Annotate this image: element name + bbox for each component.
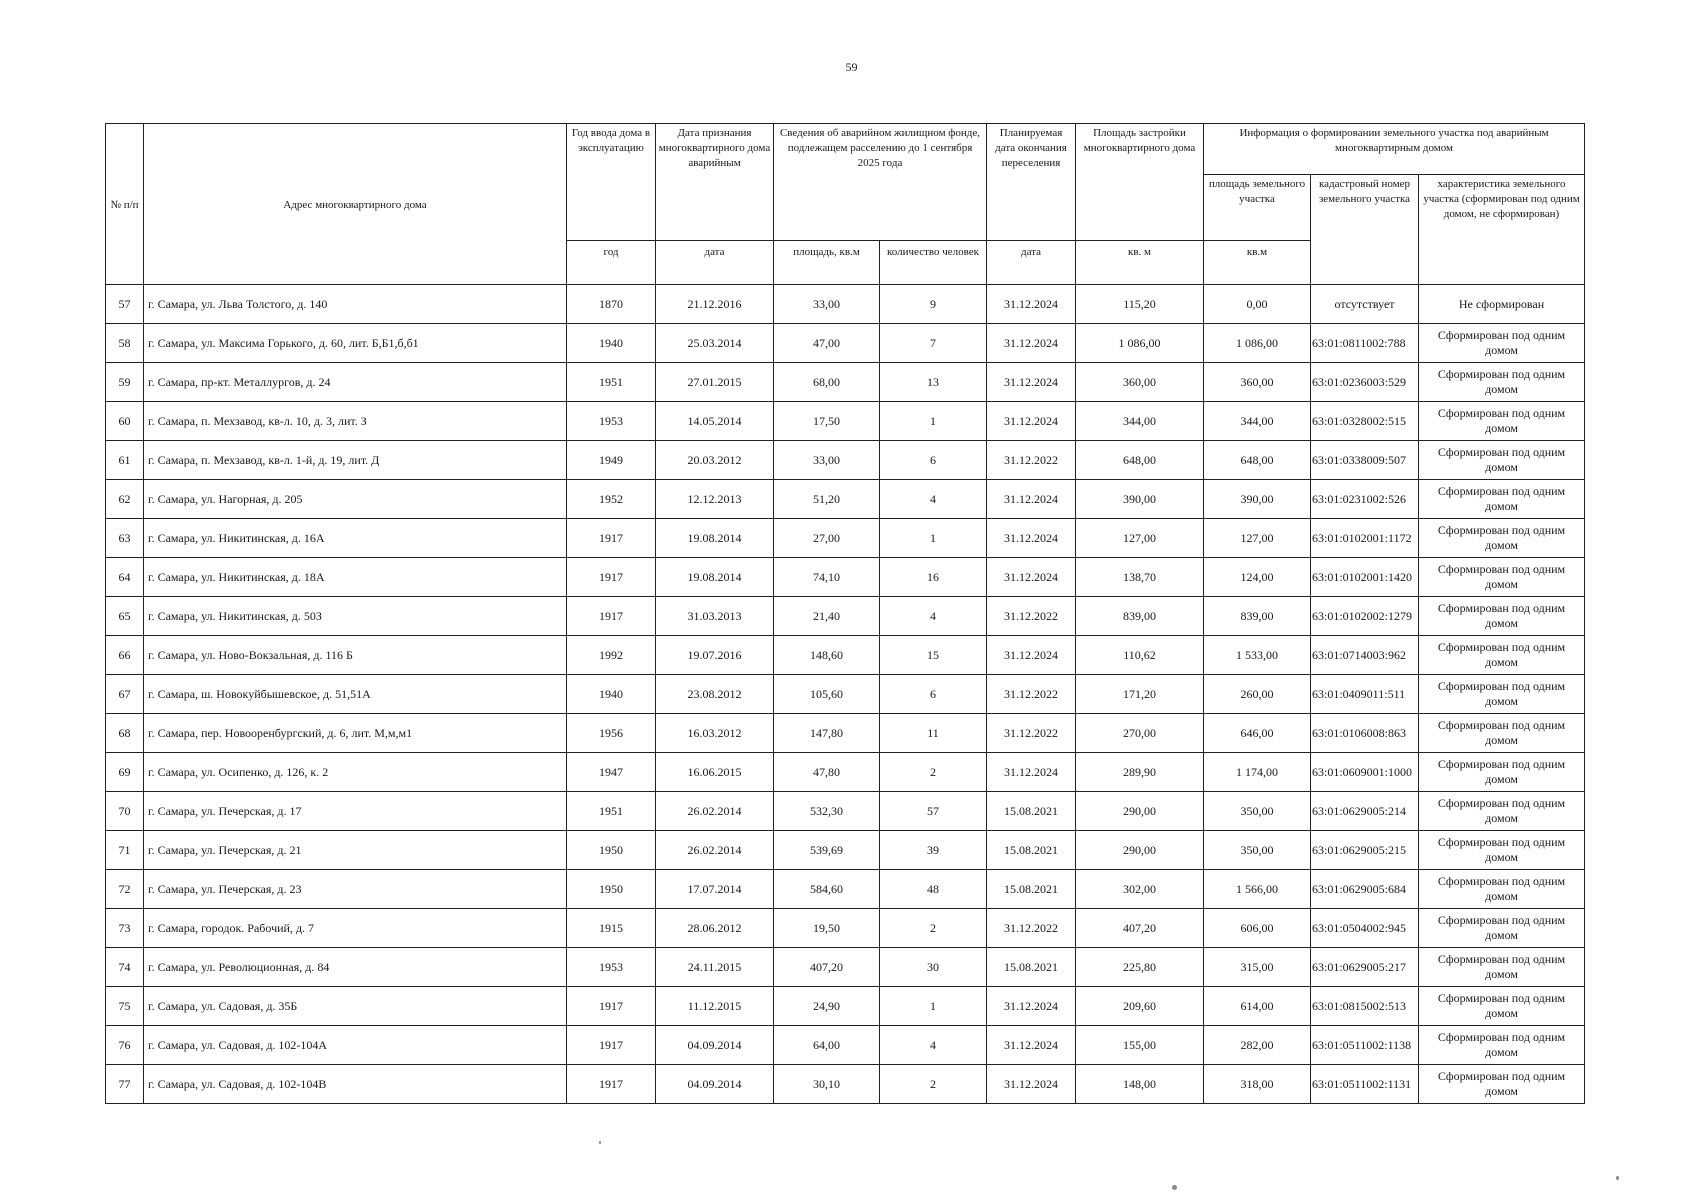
cell-date: 14.05.2014 (656, 402, 774, 441)
cell-address: г. Самара, пер. Новооренбургский, д. 6, лит. М,м,м1 (144, 714, 567, 753)
cell-people: 6 (880, 675, 987, 714)
scan-speck (1616, 1176, 1619, 1180)
cell-address: г. Самара, городок. Рабочий, д. 7 (144, 909, 567, 948)
cell-address: г. Самара, ул. Печерская, д. 23 (144, 870, 567, 909)
cell-area: 33,00 (774, 441, 880, 480)
header-num: № п/п (106, 124, 144, 285)
cell-year: 1915 (567, 909, 656, 948)
scan-speck (599, 1141, 601, 1144)
cell-cadastral: 63:01:0504002:945 (1311, 909, 1419, 948)
cell-num: 71 (106, 831, 144, 870)
cell-end-date: 31.12.2022 (987, 714, 1076, 753)
cell-area: 64,00 (774, 1026, 880, 1065)
cell-status: Сформирован под одним домом (1419, 909, 1585, 948)
header-address: Адрес многоквартирного дома (144, 124, 567, 285)
cell-date: 12.12.2013 (656, 480, 774, 519)
cell-address: г. Самара, п. Мехзавод, кв-л. 1-й, д. 19, лит. Д (144, 441, 567, 480)
cell-cadastral: 63:01:0102002:1279 (1311, 597, 1419, 636)
cell-cadastral: 63:01:0629005:215 (1311, 831, 1419, 870)
cell-num: 66 (106, 636, 144, 675)
cell-people: 6 (880, 441, 987, 480)
cell-status: Сформирован под одним домом (1419, 1026, 1585, 1065)
cell-date: 11.12.2015 (656, 987, 774, 1026)
cell-status: Сформирован под одним домом (1419, 558, 1585, 597)
cell-building-area: 648,00 (1076, 441, 1204, 480)
cell-people: 15 (880, 636, 987, 675)
cell-land-area: 260,00 (1204, 675, 1311, 714)
cell-building-area: 148,00 (1076, 1065, 1204, 1104)
cell-address: г. Самара, ул. Ново-Вокзальная, д. 116 Б (144, 636, 567, 675)
header-land-status: характеристика земельного участка (сформирован под одним домом, не сформирован) (1419, 175, 1585, 285)
cell-num: 65 (106, 597, 144, 636)
cell-end-date: 31.12.2022 (987, 675, 1076, 714)
cell-end-date: 31.12.2022 (987, 909, 1076, 948)
cell-land-area: 318,00 (1204, 1065, 1311, 1104)
cell-cadastral: отсутствует (1311, 285, 1419, 324)
cell-land-area: 839,00 (1204, 597, 1311, 636)
cell-people: 4 (880, 597, 987, 636)
cell-land-area: 646,00 (1204, 714, 1311, 753)
table-row (106, 480, 1585, 519)
cell-year: 1950 (567, 870, 656, 909)
cell-cadastral: 63:01:0815002:513 (1311, 987, 1419, 1026)
cell-date: 23.08.2012 (656, 675, 774, 714)
cell-end-date: 31.12.2024 (987, 285, 1076, 324)
cell-date: 20.03.2012 (656, 441, 774, 480)
cell-end-date: 31.12.2024 (987, 558, 1076, 597)
cell-year: 1917 (567, 987, 656, 1026)
cell-land-area: 648,00 (1204, 441, 1311, 480)
cell-end-date: 31.12.2024 (987, 402, 1076, 441)
cell-land-area: 344,00 (1204, 402, 1311, 441)
cell-area: 532,30 (774, 792, 880, 831)
cell-building-area: 225,80 (1076, 948, 1204, 987)
cell-num: 62 (106, 480, 144, 519)
cell-address: г. Самара, ул. Революционная, д. 84 (144, 948, 567, 987)
header-building-area: Площадь застройки многоквартирного дома (1076, 124, 1204, 241)
cell-address: г. Самара, ул. Льва Толстого, д. 140 (144, 285, 567, 324)
cell-end-date: 31.12.2024 (987, 363, 1076, 402)
cell-cadastral: 63:01:0629005:214 (1311, 792, 1419, 831)
cell-area: 24,90 (774, 987, 880, 1026)
cell-area: 105,60 (774, 675, 880, 714)
cell-year: 1917 (567, 1026, 656, 1065)
cell-status: Сформирован под одним домом (1419, 831, 1585, 870)
cell-address: г. Самара, ул. Никитинская, д. 16А (144, 519, 567, 558)
cell-date: 19.07.2016 (656, 636, 774, 675)
cell-num: 58 (106, 324, 144, 363)
cell-people: 2 (880, 909, 987, 948)
cell-end-date: 31.12.2024 (987, 636, 1076, 675)
cell-land-area: 606,00 (1204, 909, 1311, 948)
cell-year: 1870 (567, 285, 656, 324)
cell-status: Сформирован под одним домом (1419, 636, 1585, 675)
register-table (105, 123, 1585, 1104)
cell-date: 26.02.2014 (656, 792, 774, 831)
table-row (106, 831, 1585, 870)
cell-year: 1940 (567, 675, 656, 714)
cell-people: 1 (880, 402, 987, 441)
cell-building-area: 407,20 (1076, 909, 1204, 948)
cell-cadastral: 63:01:0106008:863 (1311, 714, 1419, 753)
unit-date-end: дата (987, 241, 1076, 285)
cell-cadastral: 63:01:0338009:507 (1311, 441, 1419, 480)
cell-people: 2 (880, 753, 987, 792)
cell-building-area: 270,00 (1076, 714, 1204, 753)
cell-year: 1950 (567, 831, 656, 870)
cell-address: г. Самара, ул. Никитинская, д. 50З (144, 597, 567, 636)
cell-address: г. Самара, ул. Садовая, д. 35Б (144, 987, 567, 1026)
table-row (106, 558, 1585, 597)
cell-status: Сформирован под одним домом (1419, 363, 1585, 402)
cell-building-area: 115,20 (1076, 285, 1204, 324)
cell-people: 2 (880, 1065, 987, 1104)
cell-building-area: 110,62 (1076, 636, 1204, 675)
cell-num: 57 (106, 285, 144, 324)
cell-date: 16.06.2015 (656, 753, 774, 792)
cell-num: 68 (106, 714, 144, 753)
cell-end-date: 31.12.2024 (987, 324, 1076, 363)
cell-people: 48 (880, 870, 987, 909)
cell-status: Сформирован под одним домом (1419, 987, 1585, 1026)
cell-cadastral: 63:01:0231002:526 (1311, 480, 1419, 519)
cell-cadastral: 63:01:0629005:684 (1311, 870, 1419, 909)
cell-year: 1951 (567, 363, 656, 402)
cell-cadastral: 63:01:0102001:1420 (1311, 558, 1419, 597)
cell-date: 31.03.2013 (656, 597, 774, 636)
cell-land-area: 350,00 (1204, 792, 1311, 831)
cell-date: 04.09.2014 (656, 1065, 774, 1104)
cell-land-area: 1 174,00 (1204, 753, 1311, 792)
cell-status: Сформирован под одним домом (1419, 597, 1585, 636)
cell-building-area: 344,00 (1076, 402, 1204, 441)
cell-building-area: 138,70 (1076, 558, 1204, 597)
cell-people: 4 (880, 480, 987, 519)
cell-status: Сформирован под одним домом (1419, 441, 1585, 480)
cell-year: 1917 (567, 1065, 656, 1104)
cell-num: 73 (106, 909, 144, 948)
cell-status: Сформирован под одним домом (1419, 753, 1585, 792)
cell-area: 47,00 (774, 324, 880, 363)
cell-date: 24.11.2015 (656, 948, 774, 987)
table-row (106, 675, 1585, 714)
table-row (106, 285, 1585, 324)
table-row (106, 792, 1585, 831)
table-row (106, 870, 1585, 909)
cell-date: 25.03.2014 (656, 324, 774, 363)
cell-area: 33,00 (774, 285, 880, 324)
cell-date: 19.08.2014 (656, 519, 774, 558)
scan-speck (1172, 1185, 1177, 1190)
cell-land-area: 360,00 (1204, 363, 1311, 402)
cell-building-area: 1 086,00 (1076, 324, 1204, 363)
cell-building-area: 290,00 (1076, 831, 1204, 870)
unit-sqm: кв. м (1076, 241, 1204, 285)
table-row (106, 402, 1585, 441)
cell-num: 77 (106, 1065, 144, 1104)
cell-people: 11 (880, 714, 987, 753)
cell-cadastral: 63:01:0629005:217 (1311, 948, 1419, 987)
cell-area: 407,20 (774, 948, 880, 987)
cell-num: 59 (106, 363, 144, 402)
cell-year: 1940 (567, 324, 656, 363)
cell-cadastral: 63:01:0511002:1131 (1311, 1065, 1419, 1104)
cell-year: 1947 (567, 753, 656, 792)
cell-year: 1917 (567, 597, 656, 636)
cell-building-area: 209,60 (1076, 987, 1204, 1026)
cell-building-area: 302,00 (1076, 870, 1204, 909)
table-row (106, 714, 1585, 753)
cell-building-area: 839,00 (1076, 597, 1204, 636)
cell-people: 7 (880, 324, 987, 363)
cell-building-area: 290,00 (1076, 792, 1204, 831)
cell-people: 30 (880, 948, 987, 987)
cell-area: 584,60 (774, 870, 880, 909)
cell-num: 70 (106, 792, 144, 831)
cell-status: Сформирован под одним домом (1419, 519, 1585, 558)
cell-people: 57 (880, 792, 987, 831)
cell-address: г. Самара, пр-кт. Металлургов, д. 24 (144, 363, 567, 402)
cell-area: 17,50 (774, 402, 880, 441)
cell-year: 1952 (567, 480, 656, 519)
cell-area: 68,00 (774, 363, 880, 402)
cell-area: 74,10 (774, 558, 880, 597)
cell-num: 69 (106, 753, 144, 792)
cell-land-area: 390,00 (1204, 480, 1311, 519)
table-row (106, 909, 1585, 948)
cell-year: 1951 (567, 792, 656, 831)
cell-num: 72 (106, 870, 144, 909)
cell-end-date: 31.12.2024 (987, 480, 1076, 519)
cell-address: г. Самара, ул. Садовая, д. 102-104В (144, 1065, 567, 1104)
cell-date: 17.07.2014 (656, 870, 774, 909)
unit-sqm-land: кв.м (1204, 241, 1311, 285)
cell-num: 63 (106, 519, 144, 558)
cell-address: г. Самара, ул. Печерская, д. 21 (144, 831, 567, 870)
cell-cadastral: 63:01:0236003:529 (1311, 363, 1419, 402)
cell-year: 1953 (567, 948, 656, 987)
cell-people: 13 (880, 363, 987, 402)
cell-date: 26.02.2014 (656, 831, 774, 870)
cell-num: 67 (106, 675, 144, 714)
cell-status: Сформирован под одним домом (1419, 675, 1585, 714)
cell-land-area: 315,00 (1204, 948, 1311, 987)
cell-land-area: 614,00 (1204, 987, 1311, 1026)
header-planned-end: Планируемая дата окончания переселения (987, 124, 1076, 241)
cell-address: г. Самара, ул. Печерская, д. 17 (144, 792, 567, 831)
cell-people: 4 (880, 1026, 987, 1065)
page-number: 59 (845, 60, 858, 74)
table-row (106, 324, 1585, 363)
cell-cadastral: 63:01:0409011:511 (1311, 675, 1419, 714)
cell-address: г. Самара, ул. Садовая, д. 102-104А (144, 1026, 567, 1065)
cell-building-area: 390,00 (1076, 480, 1204, 519)
cell-area: 47,80 (774, 753, 880, 792)
cell-status: Не сформирован (1419, 285, 1585, 324)
cell-status: Сформирован под одним домом (1419, 402, 1585, 441)
cell-cadastral: 63:01:0714003:962 (1311, 636, 1419, 675)
cell-area: 147,80 (774, 714, 880, 753)
cell-land-area: 350,00 (1204, 831, 1311, 870)
cell-end-date: 31.12.2024 (987, 987, 1076, 1026)
cell-status: Сформирован под одним домом (1419, 714, 1585, 753)
cell-year: 1917 (567, 558, 656, 597)
cell-num: 76 (106, 1026, 144, 1065)
header-land-info: Информация о формировании земельного участка под аварийным многоквартирным домом (1204, 124, 1585, 175)
cell-num: 74 (106, 948, 144, 987)
cell-building-area: 360,00 (1076, 363, 1204, 402)
cell-date: 04.09.2014 (656, 1026, 774, 1065)
header-year-built: Год ввода дома в эксплуатацию (567, 124, 656, 241)
cell-cadastral: 63:01:0511002:1138 (1311, 1026, 1419, 1065)
cell-date: 27.01.2015 (656, 363, 774, 402)
cell-num: 61 (106, 441, 144, 480)
cell-year: 1956 (567, 714, 656, 753)
unit-date: дата (656, 241, 774, 285)
unit-year: год (567, 241, 656, 285)
table-row (106, 1026, 1585, 1065)
cell-end-date: 31.12.2024 (987, 753, 1076, 792)
header-date-recognized: Дата признания многоквартирного дома аварийным (656, 124, 774, 241)
cell-date: 16.03.2012 (656, 714, 774, 753)
cell-year: 1949 (567, 441, 656, 480)
table-row (106, 1065, 1585, 1104)
cell-area: 51,20 (774, 480, 880, 519)
cell-address: г. Самара, ул. Никитинская, д. 18А (144, 558, 567, 597)
table-body (106, 285, 1585, 1104)
cell-area: 539,69 (774, 831, 880, 870)
cell-end-date: 15.08.2021 (987, 831, 1076, 870)
cell-land-area: 124,00 (1204, 558, 1311, 597)
header-cadastral: кадастровый номер земельного участка (1311, 175, 1419, 285)
cell-people: 39 (880, 831, 987, 870)
cell-people: 16 (880, 558, 987, 597)
cell-land-area: 127,00 (1204, 519, 1311, 558)
cell-land-area: 1 086,00 (1204, 324, 1311, 363)
cell-land-area: 282,00 (1204, 1026, 1311, 1065)
cell-end-date: 15.08.2021 (987, 870, 1076, 909)
cell-status: Сформирован под одним домом (1419, 324, 1585, 363)
cell-num: 60 (106, 402, 144, 441)
cell-end-date: 31.12.2024 (987, 1026, 1076, 1065)
cell-building-area: 289,90 (1076, 753, 1204, 792)
cell-address: г. Самара, ул. Нагорная, д. 205 (144, 480, 567, 519)
cell-end-date: 31.12.2024 (987, 519, 1076, 558)
table-row (106, 519, 1585, 558)
cell-end-date: 31.12.2024 (987, 1065, 1076, 1104)
cell-end-date: 15.08.2021 (987, 948, 1076, 987)
unit-people: количество человек (880, 241, 987, 285)
cell-end-date: 31.12.2022 (987, 597, 1076, 636)
cell-people: 1 (880, 519, 987, 558)
cell-area: 19,50 (774, 909, 880, 948)
cell-address: г. Самара, ул. Максима Горького, д. 60, лит. Б,Б1,б,б1 (144, 324, 567, 363)
table-row (106, 987, 1585, 1026)
cell-date: 21.12.2016 (656, 285, 774, 324)
cell-status: Сформирован под одним домом (1419, 1065, 1585, 1104)
cell-land-area: 1 533,00 (1204, 636, 1311, 675)
cell-cadastral: 63:01:0328002:515 (1311, 402, 1419, 441)
cell-area: 30,10 (774, 1065, 880, 1104)
cell-building-area: 127,00 (1076, 519, 1204, 558)
cell-status: Сформирован под одним домом (1419, 948, 1585, 987)
table-row (106, 753, 1585, 792)
cell-building-area: 155,00 (1076, 1026, 1204, 1065)
cell-year: 1992 (567, 636, 656, 675)
cell-end-date: 31.12.2022 (987, 441, 1076, 480)
table-row (106, 636, 1585, 675)
cell-date: 19.08.2014 (656, 558, 774, 597)
cell-cadastral: 63:01:0811002:788 (1311, 324, 1419, 363)
cell-end-date: 15.08.2021 (987, 792, 1076, 831)
cell-building-area: 171,20 (1076, 675, 1204, 714)
cell-status: Сформирован под одним домом (1419, 792, 1585, 831)
cell-area: 21,40 (774, 597, 880, 636)
cell-people: 1 (880, 987, 987, 1026)
header-housing-info: Сведения об аварийном жилищном фонде, подлежащем расселению до 1 сентября 2025 года (774, 124, 987, 241)
cell-address: г. Самара, ул. Осипенко, д. 126, к. 2 (144, 753, 567, 792)
table-row (106, 441, 1585, 480)
cell-land-area: 0,00 (1204, 285, 1311, 324)
cell-year: 1917 (567, 519, 656, 558)
header-land-area: площадь земельного участка (1204, 175, 1311, 241)
cell-address: г. Самара, п. Мехзавод, кв-л. 10, д. 3, лит. З (144, 402, 567, 441)
cell-year: 1953 (567, 402, 656, 441)
cell-status: Сформирован под одним домом (1419, 480, 1585, 519)
cell-num: 75 (106, 987, 144, 1026)
cell-status: Сформирован под одним домом (1419, 870, 1585, 909)
cell-cadastral: 63:01:0609001:1000 (1311, 753, 1419, 792)
table-row (106, 948, 1585, 987)
cell-num: 64 (106, 558, 144, 597)
cell-area: 148,60 (774, 636, 880, 675)
cell-address: г. Самара, ш. Новокуйбышевское, д. 51,51А (144, 675, 567, 714)
cell-land-area: 1 566,00 (1204, 870, 1311, 909)
table-row (106, 597, 1585, 636)
unit-area: площадь, кв.м (774, 241, 880, 285)
cell-cadastral: 63:01:0102001:1172 (1311, 519, 1419, 558)
table-row (106, 363, 1585, 402)
cell-people: 9 (880, 285, 987, 324)
cell-area: 27,00 (774, 519, 880, 558)
cell-date: 28.06.2012 (656, 909, 774, 948)
